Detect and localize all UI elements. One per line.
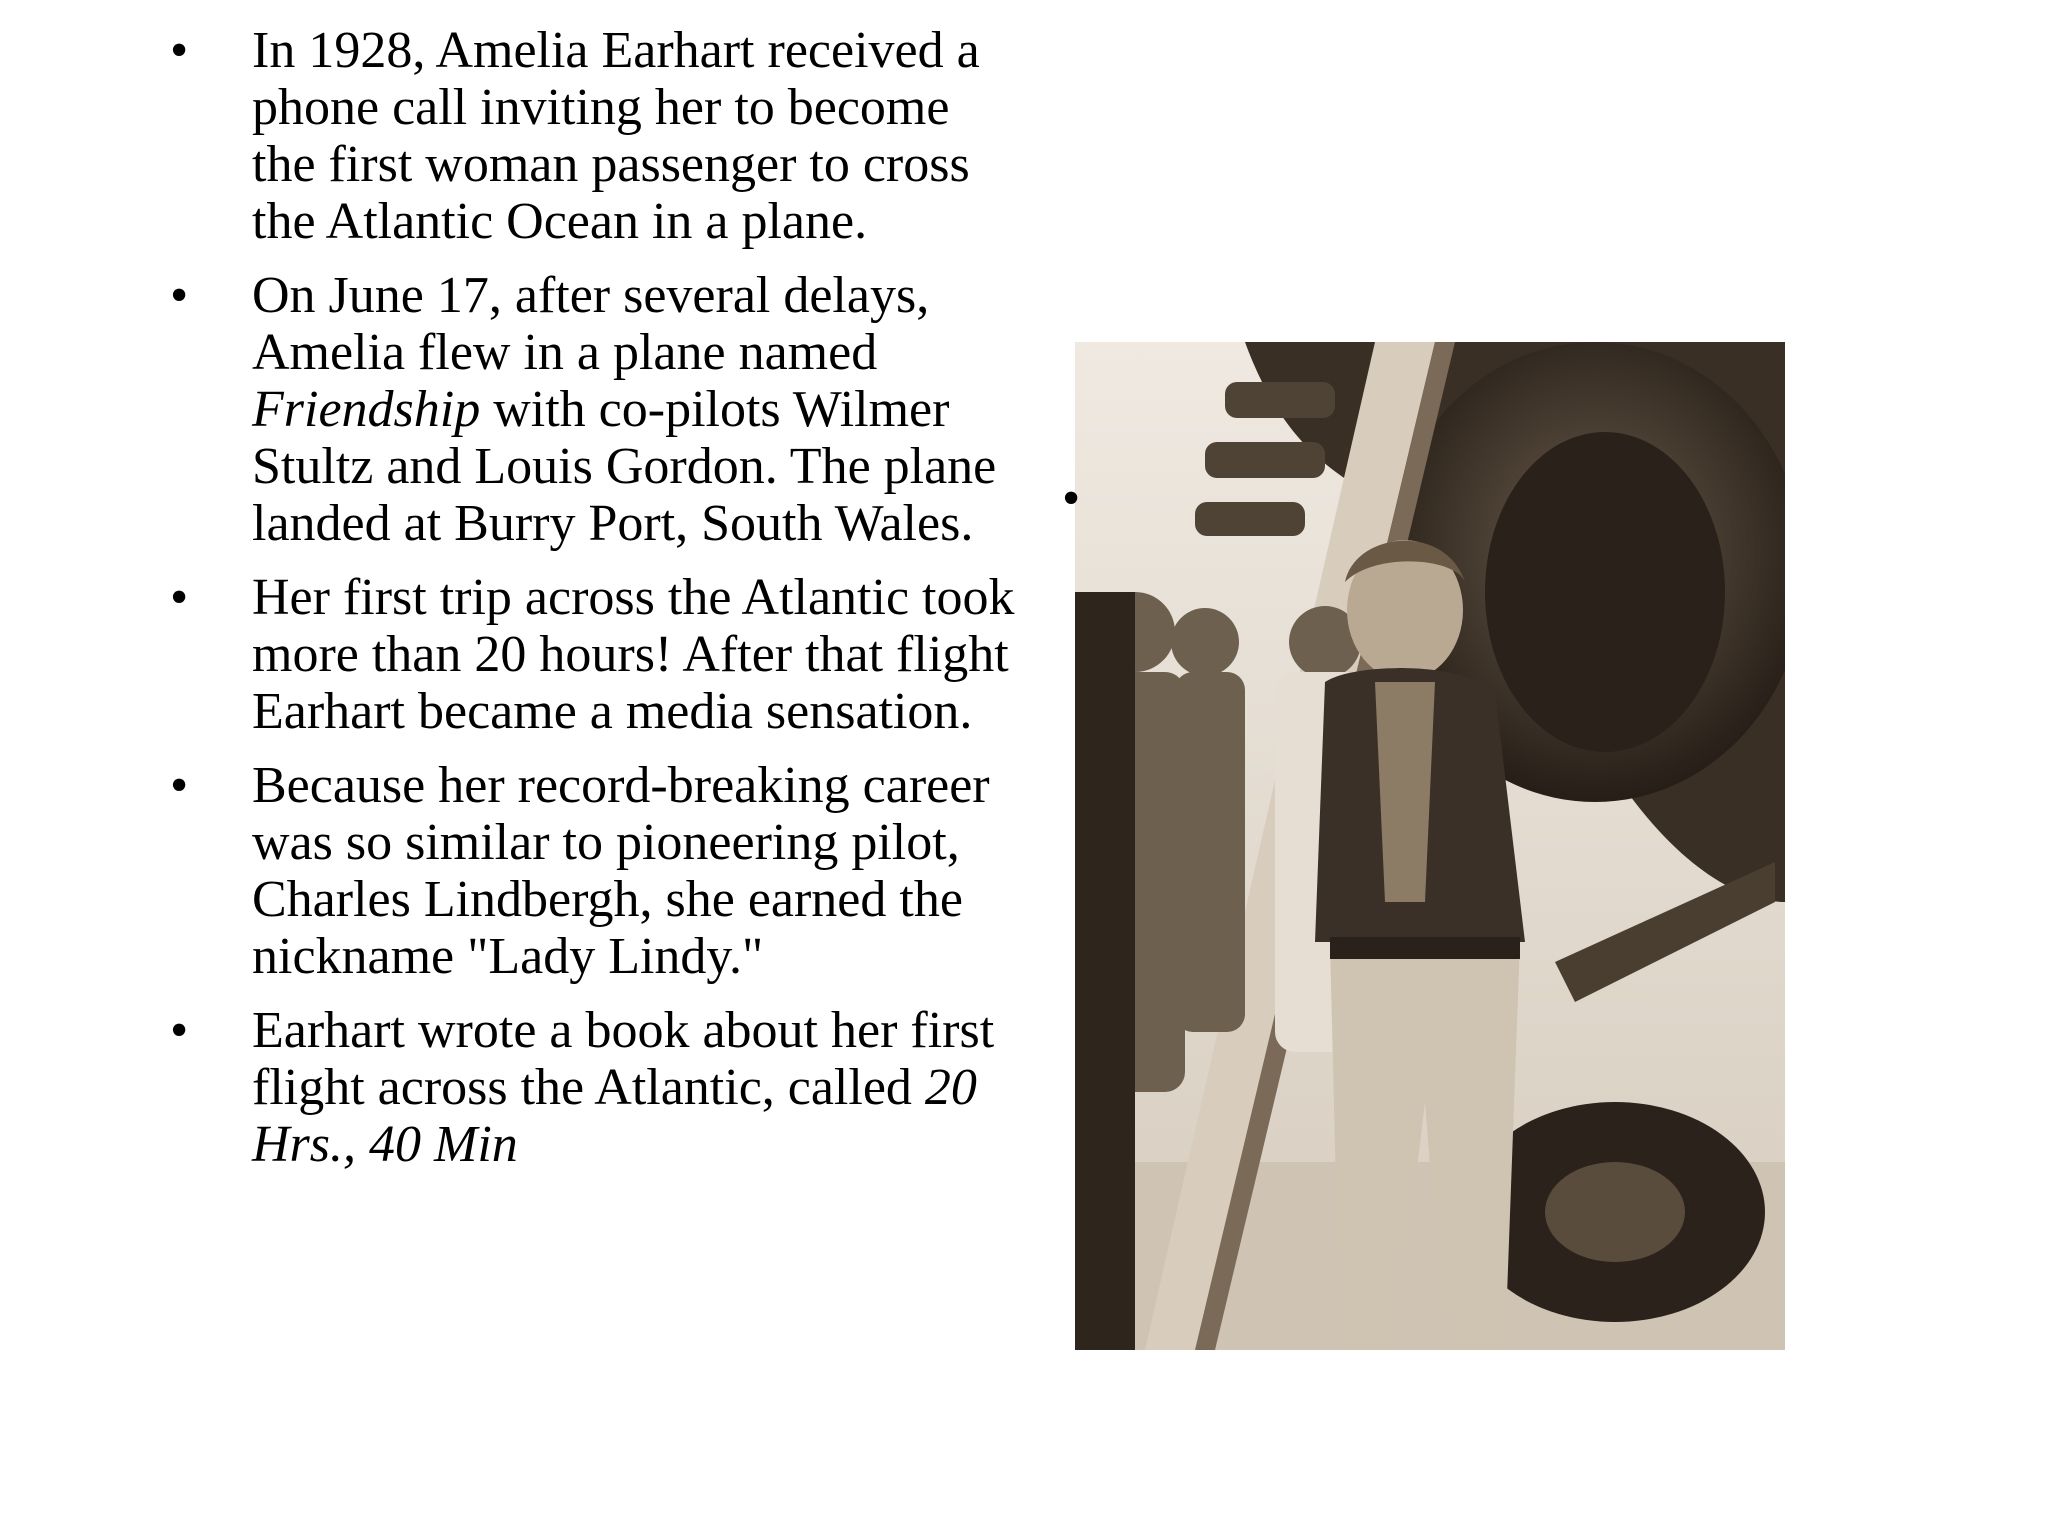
bullet-marker: • — [170, 569, 189, 626]
bullet-item — [170, 22, 1020, 250]
bullet-marker: • — [170, 757, 189, 814]
bullet-marker: • — [170, 22, 189, 79]
bullet-text-part: with co-pilots Wilmer Stultz and Louis Gordon. The plane landed at Burry Port, South Wales. — [252, 381, 997, 552]
amelia-earhart-photo — [1075, 342, 1785, 1350]
bullet-item — [170, 267, 1020, 552]
bullet-text-part: Earhart wrote a book about her first flight across the Atlantic, called — [252, 1002, 995, 1116]
bullet-marker: • — [170, 1002, 189, 1059]
bullet-marker: • — [170, 267, 189, 324]
bullet-text — [252, 267, 996, 552]
bullet-text-part: On June 17, after several delays, Amelia flew in a plane named — [252, 267, 930, 381]
plane-name: Friendship — [252, 381, 481, 438]
photo-illustration — [1075, 342, 1785, 1350]
book-title: 20 Hrs., 40 Min — [252, 1059, 977, 1173]
bullet-item — [170, 1002, 1020, 1173]
bullet-text: Because her record-breaking career was so similar to pioneering pilot, Charles Lindbergh, she earned the nickname "Lady Lindy." — [252, 757, 990, 985]
bullet-text: In 1928, Amelia Earhart received a phone call inviting her to become the first woman passenger to cross the Atlantic Ocean in a plane. — [252, 22, 980, 250]
bullet-text — [252, 1002, 994, 1173]
bullet-list — [170, 22, 1020, 1190]
bullet-item — [170, 757, 1020, 985]
bullet-text: Her first trip across the Atlantic took more than 20 hours! After that flight Earhart became a media sensation. — [252, 569, 1015, 740]
stray-bullet-marker: • — [1062, 470, 1081, 527]
bullet-item — [170, 569, 1020, 740]
